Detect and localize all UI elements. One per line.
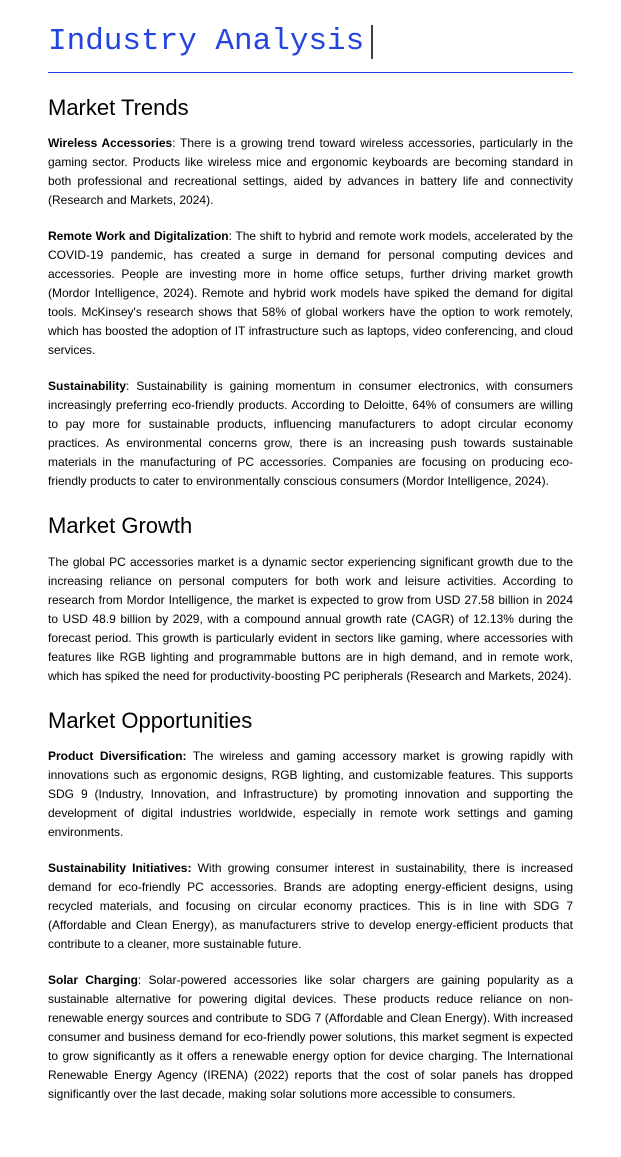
paragraph-remote-work[interactable] (48, 227, 573, 360)
paragraph-body: With growing consumer interest in sustainability, there is increased demand for eco-friendly PC accessories. Brands are adopting energy-efficient designs, using recycled materials, and focusing on circular economy practices. This is in line with SDG 7 (Affordable and Clean Energy), as manufacturers strive to develop energy-efficient products that contribute to a cleaner, more sustainable future. (48, 861, 574, 952)
paragraph-wireless-accessories[interactable] (48, 134, 573, 210)
paragraph-body: The global PC accessories market is a dynamic sector experiencing significant growth due to the increasing reliance on personal computers for both work and leisure activities. According to research from Mordor Intelligence, the market is expected to grow from USD 27.58 billion in 2024 to USD 48.9 billion by 2029, with a compound annual growth rate (CAGR) of 12.13% during the forecast period. This growth is particularly evident in sectors like gaming, where accessories with features like RGB lighting and programmable buttons are in high demand, and in remote work, which has spiked the need for productivity-boosting PC peripherals (Research and Markets, 2024). (48, 554, 573, 683)
document-title-row (48, 24, 573, 60)
section-market-trends (48, 94, 573, 492)
paragraph-lead: Product Diversification: (48, 749, 187, 764)
paragraph-lead: Remote Work and Digitalization (48, 229, 229, 244)
paragraph-body: : Solar-powered accessories like solar chargers are gaining popularity as a sustainable alternative for powering digital devices. These products reduce reliance on non-renewable energy sources and contribute to SDG 7 (Affordable and Clean Energy). With increased consumer and business demand for eco-friendly power solutions, this market segment is expected to grow significantly as it offers a renewable energy option for device charging. The International Renewable Energy Agency (IRENA) (2022) reports that the cost of solar panels has dropped significantly over the last decade, making solar solutions more accessible to consumers. (48, 973, 573, 1102)
heading-market-trends[interactable]: Market Trends (48, 94, 189, 120)
title-divider (48, 72, 573, 73)
paragraph-lead: Solar Charging (48, 973, 138, 988)
paragraph-lead: Sustainability Initiatives: (48, 861, 192, 876)
heading-market-opportunities[interactable]: Market Opportunities (48, 707, 253, 733)
heading-market-growth[interactable]: Market Growth (48, 513, 193, 539)
text-cursor-caret (371, 25, 373, 59)
paragraph-body: : The shift to hybrid and remote work models, accelerated by the COVID-19 pandemic, has created a surge in demand for personal computing devices and accessories. People are investing more in home office setups, further driving market growth (Mordor Intelligence, 2024). Remote and hybrid work models have spiked the demand for digital tools. McKinsey's research shows that 58% of global workers have the option to work remotely, which has boosted the adoption of IT infrastructure such as laptops, video conferencing, and cloud services. (48, 229, 573, 358)
paragraph-body: : There is a growing trend toward wireless accessories, particularly in the gaming sector. Products like wireless mice and ergonomic keyboards are becoming standard in both professional and recreational settings, aided by advances in battery life and connectivity (Research and Markets, 2024). (48, 136, 574, 208)
paragraph-sustainability-initiatives[interactable] (48, 859, 573, 954)
section-market-opportunities (48, 707, 573, 1105)
paragraph-market-growth[interactable] (48, 553, 573, 686)
paragraph-body: The wireless and gaming accessory market is growing rapidly with innovations such as ergonomic designs, RGB lighting, and customizable features. This supports SDG 9 (Industry, Innovation, and Infrastructure) by promoting innovation and supporting the development of digital industries worldwide, especially in remote work settings and gaming environments. (48, 749, 573, 840)
document-title[interactable]: Industry Analysis (48, 24, 365, 59)
paragraph-solar-charging[interactable] (48, 971, 573, 1104)
paragraph-product-diversification[interactable] (48, 747, 573, 842)
paragraph-sustainability[interactable] (48, 377, 573, 491)
paragraph-lead: Wireless Accessories (48, 136, 173, 151)
section-market-growth (48, 512, 573, 686)
paragraph-body: : Sustainability is gaining momentum in consumer electronics, with consumers increasingly preferring eco-friendly products. According to Deloitte, 64% of consumers are willing to pay more for sustainable products, influencing manufacturers to adopt circular economy practices. As environmental concerns grow, there is an increasing push towards sustainable materials in the manufacturing of PC accessories. Companies are focusing on producing eco-friendly products to cater to environmentally conscious consumers (Mordor Intelligence, 2024). (48, 379, 573, 489)
paragraph-lead: Sustainability (48, 379, 127, 394)
